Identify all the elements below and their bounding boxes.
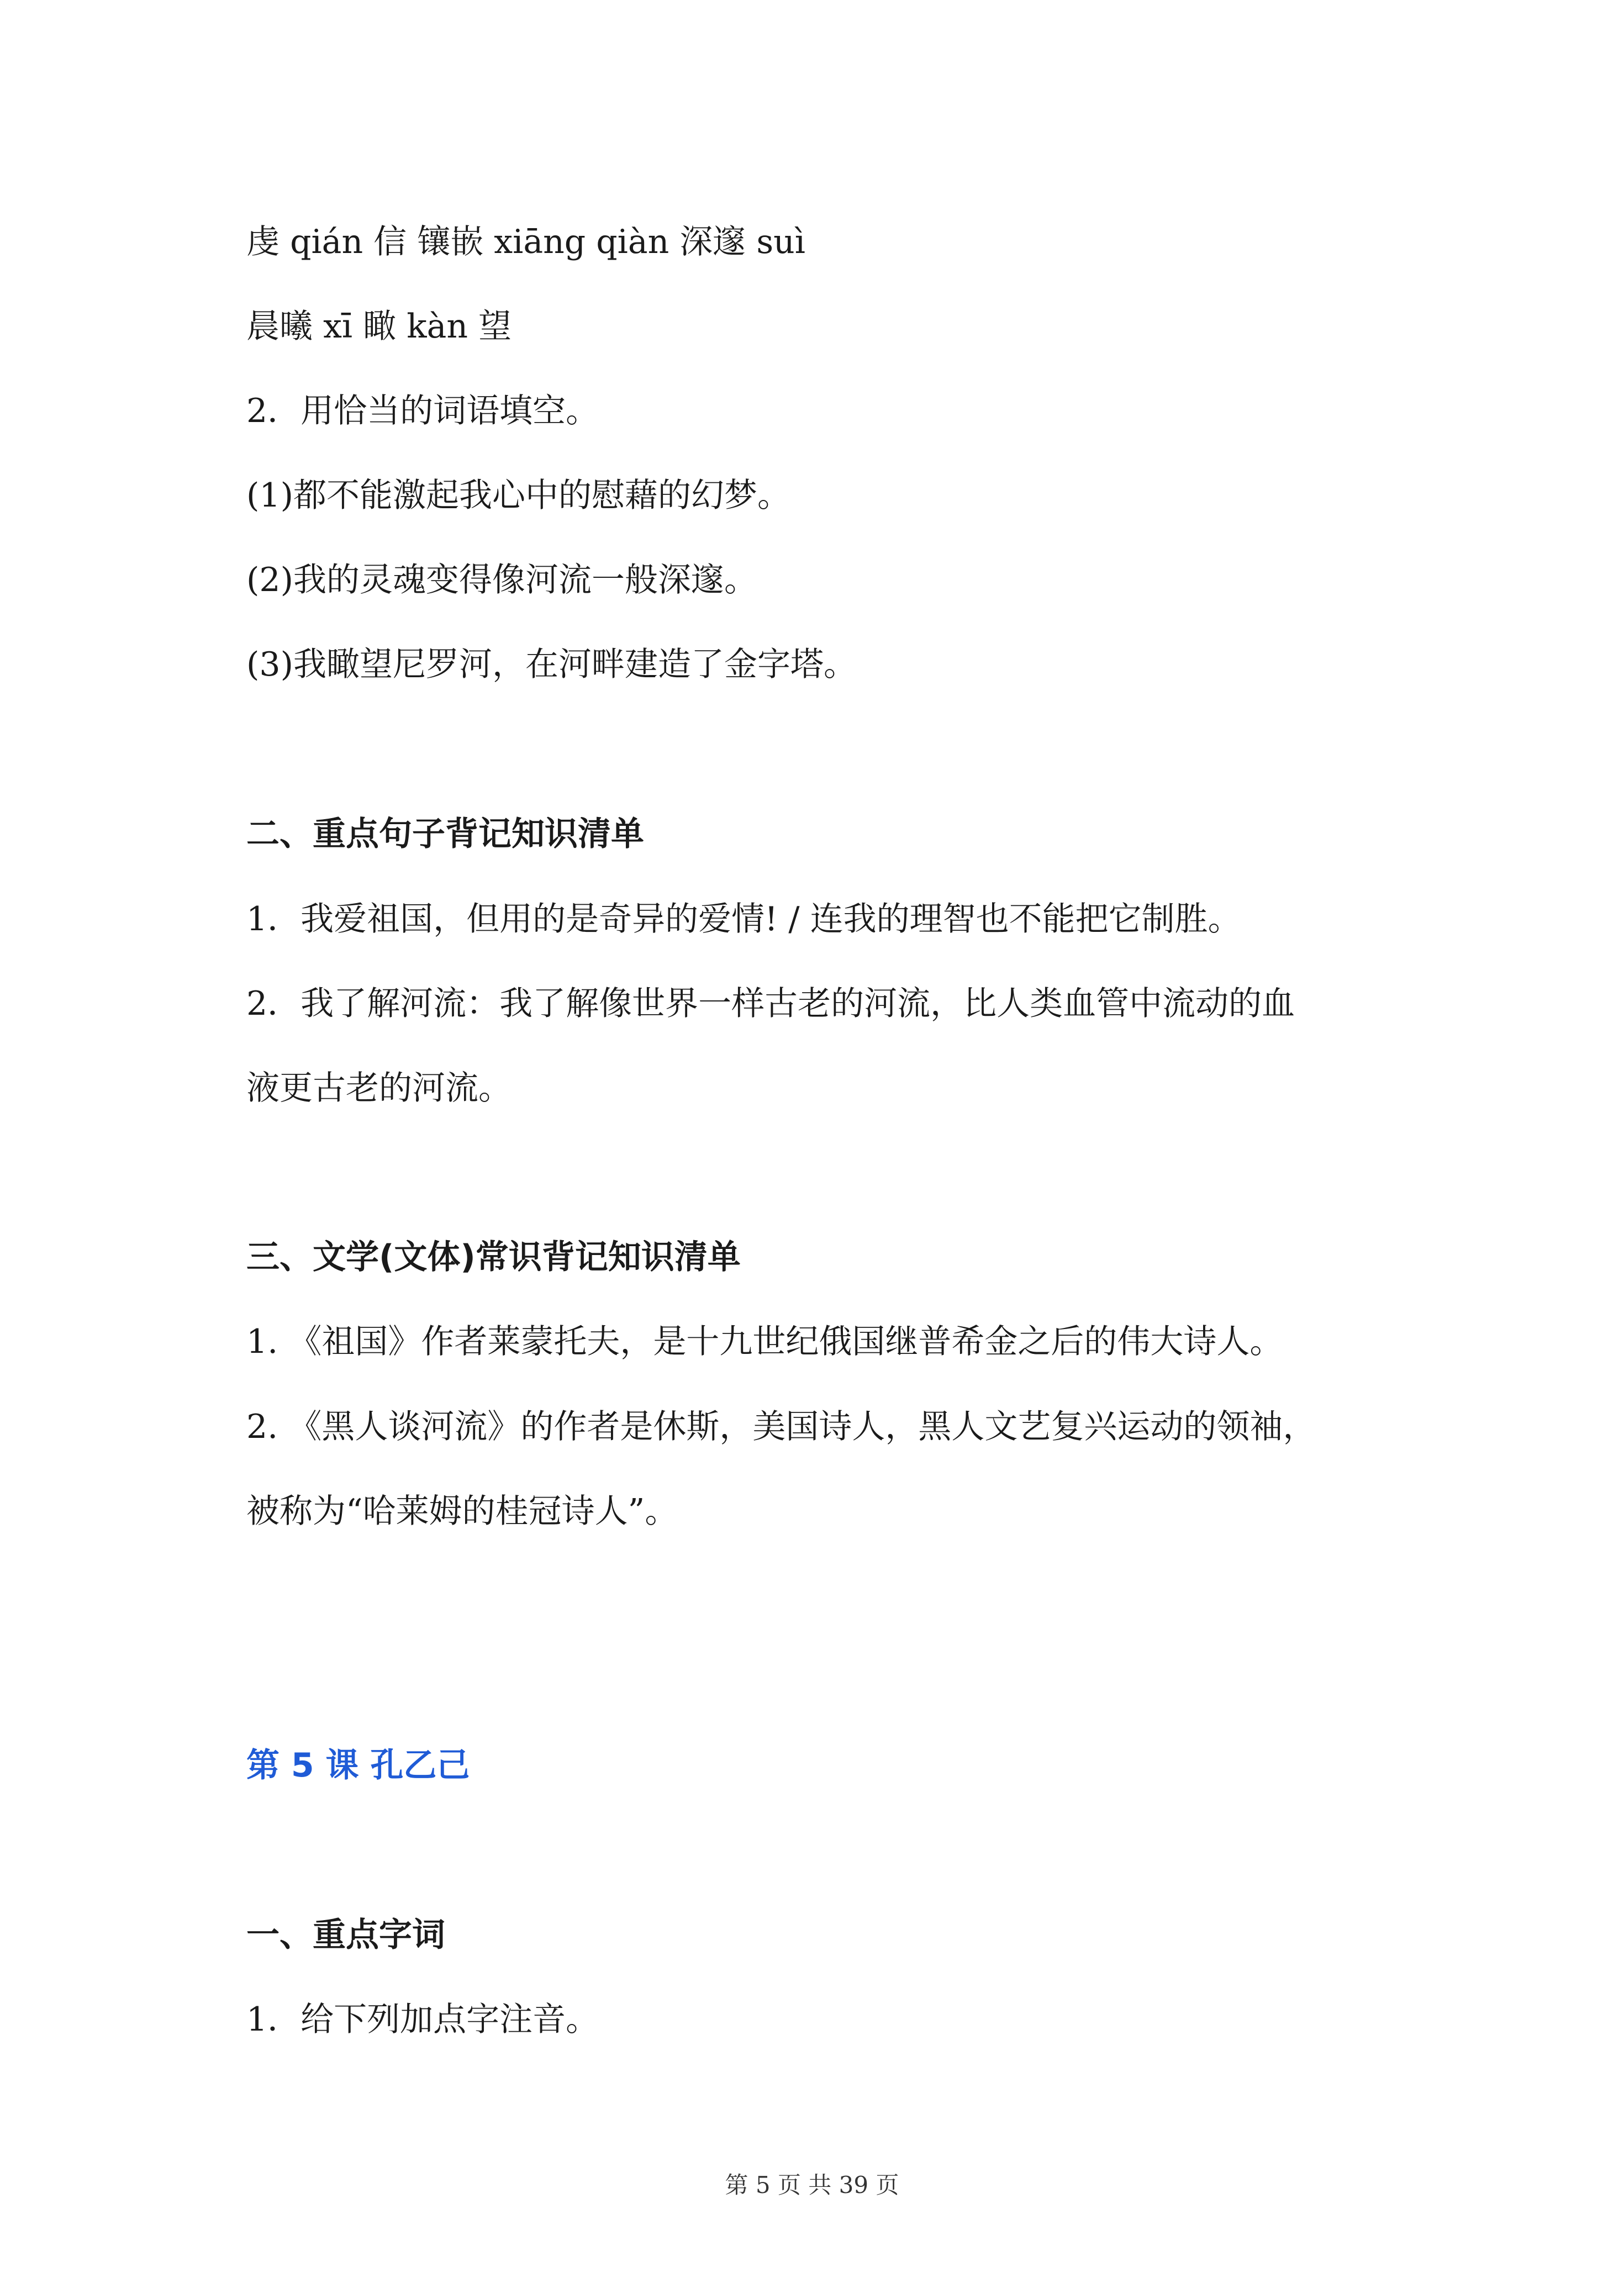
pinyin-line-2: 晨曦 xī 瞰 kàn 望 — [246, 307, 512, 346]
key-sentence-1: 1．我爱祖国，但用的是奇异的爱情! / 连我的理智也不能把它制胜。 — [246, 900, 1241, 939]
lesson-section-heading: 一、重点字词 — [246, 1916, 445, 1954]
literature-item-2: 2. 《黑人谈河流》的作者是休斯，美国诗人，黑人文艺复兴运动的领袖， — [246, 1407, 1316, 1446]
pinyin-line-1: 虔 qián 信 镶嵌 xiāng qiàn 深邃 suì — [246, 223, 806, 261]
lesson-title: 第 5 课 孔乙己 — [246, 1746, 470, 1785]
fill-in-item-3: (3)我瞰望尼罗河，在河畔建造了金字塔。 — [246, 645, 857, 684]
key-sentence-2-cont: 液更古老的河流。 — [246, 1069, 512, 1108]
section-heading-key-sentences: 二、重点句子背记知识清单 — [246, 815, 644, 853]
section-heading-literature: 三、文学(文体)常识背记知识清单 — [246, 1238, 741, 1277]
fill-in-question-title: 2．用恰当的词语填空。 — [246, 392, 599, 430]
literature-item-2-cont: 被称为“哈莱姆的桂冠诗人”。 — [246, 1492, 678, 1531]
literature-item-1: 1. 《祖国》作者莱蒙托夫，是十九世纪俄国继普希金之后的伟大诗人。 — [246, 1322, 1283, 1361]
key-sentence-2: 2．我了解河流：我了解像世界一样古老的河流，比人类血管中流动的血 — [246, 984, 1295, 1023]
page-footer: 第 5 页 共 39 页 — [725, 2171, 899, 2199]
fill-in-item-2: (2)我的灵魂变得像河流一般深邃。 — [246, 561, 757, 599]
fill-in-item-1: (1)都不能激起我心中的慰藉的幻梦。 — [246, 476, 790, 515]
lesson-item-1: 1．给下列加点字注音。 — [246, 2000, 599, 2039]
